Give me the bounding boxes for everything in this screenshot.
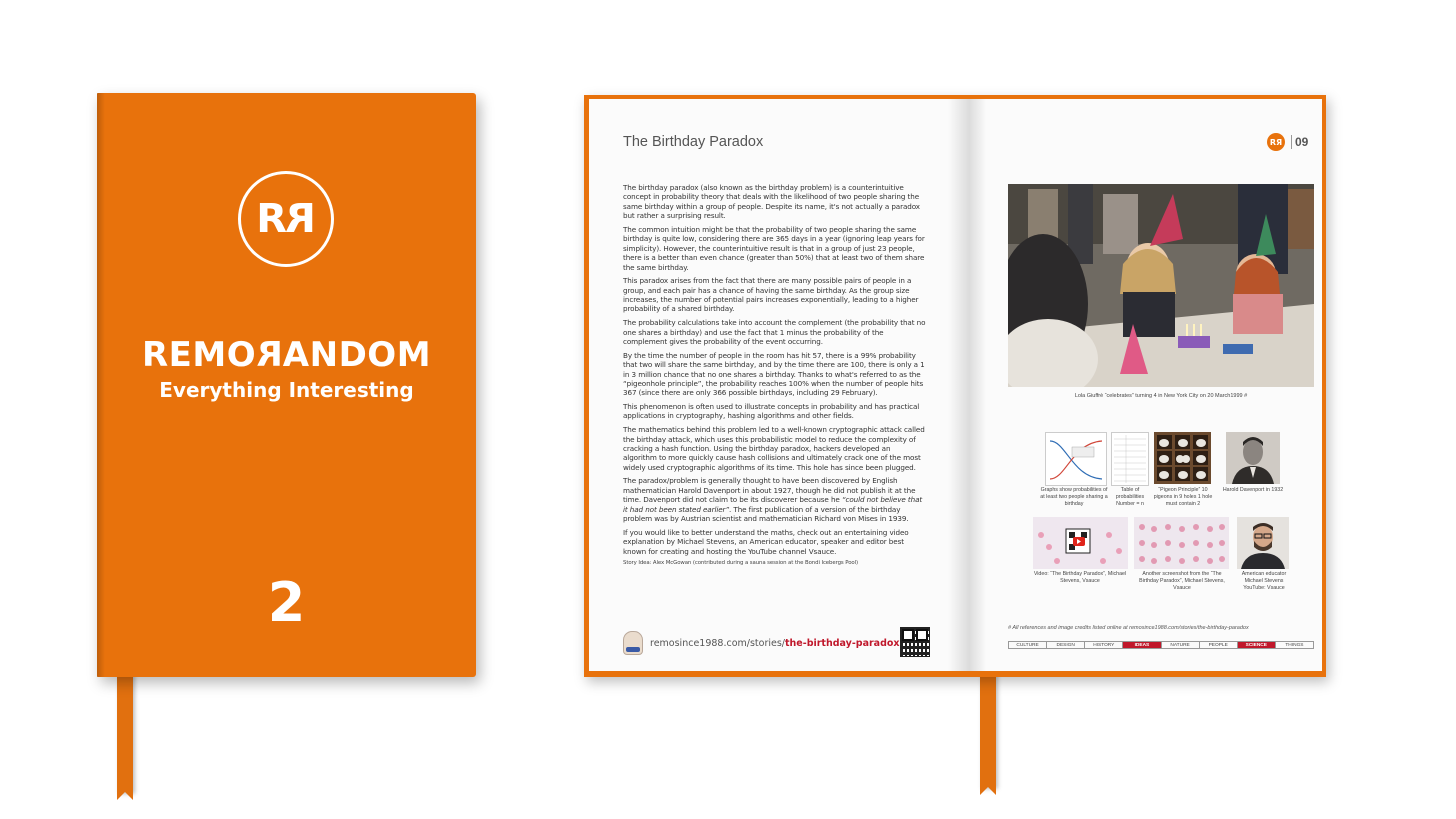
category-things: THINGS <box>1285 643 1304 648</box>
brand-logo <box>238 171 334 267</box>
cover-title: REMORANDOM <box>141 335 432 375</box>
references-note: # All references and image credits listed online at remosince1988.com/stories/the-birthday-paradox <box>1008 625 1249 631</box>
article-paragraph-davenport: The paradox/problem is generally thought to have been discovered by English mathematician Harold Davenport in about 1927, though he did not publish it at the time. Davenport did not claim to be its discoverer because he “could not believe that it had not been stated earlier”. The first publication of a version of the birthday problem was by Austrian scientist and mathematician Richard von Mises in 1939. <box>623 476 923 524</box>
article-paragraph: If you would like to better understand the maths, check out an entertaining video explanation by Michael Stevens, an American educator, speaker and editor best known for creating and hosting the YouTube channel Vsauce. <box>623 527 909 556</box>
bookmark-ribbon-open <box>980 665 996 787</box>
category-design: DESIGN <box>1047 642 1085 648</box>
divider <box>1291 135 1292 149</box>
video-screenshot-image <box>1134 517 1229 569</box>
logo-monogram: RR <box>256 196 316 242</box>
story-credit: Story Idea: Alex McGowan (contributed during a sauna session at the Bondi Icebergs Pool) <box>623 560 858 567</box>
category-culture: CULTURE <box>1009 642 1047 648</box>
photo-caption: Lola Giuffrè “celebrates” turning 4 in New York City on 20 March1999 # <box>1074 393 1248 399</box>
category-nature: NATURE <box>1162 642 1200 648</box>
mascot-icon <box>623 631 643 655</box>
category-people: PEOPLE <box>1200 642 1238 648</box>
pigeonhole-image <box>1154 432 1211 484</box>
page-gutter-shadow <box>970 99 986 671</box>
article-title: The Birthday Paradox <box>623 134 764 150</box>
birthday-photo <box>1008 184 1314 387</box>
probability-graph-image <box>1045 432 1107 486</box>
category-science: SCIENCE <box>1238 642 1276 648</box>
thumb-caption: Another screenshot from the “The Birthday Paradox”, Michael Stevens, Vsauce <box>1139 571 1225 591</box>
issue-number: 2 <box>267 571 306 634</box>
book-cover <box>97 93 476 677</box>
category-history: HISTORY <box>1085 642 1123 648</box>
right-page <box>970 99 1322 671</box>
bookmark-ribbon <box>117 660 133 792</box>
page-logo-icon: RЯ <box>1267 133 1285 151</box>
page-number: 09 <box>1295 135 1309 149</box>
thumb-caption: Table of probabilities Number = n <box>1115 487 1145 507</box>
thumb-caption: Harold Davenport in 1932 <box>1222 487 1284 493</box>
article-paragraph: The birthday paradox (also known as the birthday problem) is a counterintuitive concept in probability theory that deals with the likelihood of two people sharing the same birthday within a group of people. Despite its name, it's not actually a paradox but rather a surprising result. <box>623 183 920 221</box>
davenport-quote: “could not believe that it had not been stated earlier” <box>623 495 923 514</box>
probability-table-image <box>1111 432 1149 486</box>
article-paragraph: By the time the number of people in the room has hit 57, there is a 99% probability that two will share the same birthday, and by the time there are 100, there is only a 1 in 3 million chance that no one shares a birthday. Thanks to what's referred to as the “pigeonhole principle”, the probability reaches 100% when the number of people hits 367 (since there are only 366 possible birthdays, including 29 February). <box>623 350 925 398</box>
story-link[interactable]: remosince1988.com/stories/the-birthday-paradox <box>650 637 900 649</box>
qr-code-icon <box>900 627 930 657</box>
video-screenshot-image[interactable] <box>1033 517 1128 569</box>
article-paragraph: This phenomenon is often used to illustrate concepts in probability and has practical applications in cryptography, hashing algorithms and other fields. <box>623 402 920 421</box>
cover-subtitle: Everything Interesting <box>159 378 414 402</box>
michael-stevens-portrait <box>1237 517 1289 569</box>
category-ideas: IDEAS <box>1123 642 1161 648</box>
article-paragraph: The common intuition might be that the probability of two people sharing the same birthday is quite low, considering there are 365 days in a year (ignoring leap years for simplicity). However, the counterintuitive result is that in a group of just 23 people, there is a better than even chance (greater than 50%) that at least two of them share the same birthday. <box>623 224 925 272</box>
thumb-caption: Graphs show probabilities of at least two people sharing a birthday <box>1040 487 1108 507</box>
article-paragraph: This paradox arises from the fact that there are many possible pairs of people in a group, and each pair has a chance of having the same birthday. As the group size increases, the number of potential pairs increases exponentially, leading to a higher probability of a shared birthday. <box>623 276 919 314</box>
article-paragraph: The mathematics behind this problem led to a well-known cryptographic attack called the birthday attack, which uses this probabilistic model to reduce the complexity of cracking a hash function. Using the birthday paradox, hackers developed an algorithm to more quickly cause hash collisions and ultimately crack one of the most widely used cryptographic algorithms of its time. This hole has since been plugged. <box>623 425 925 472</box>
left-page <box>589 99 970 671</box>
thumb-caption: Video: “The Birthday Paradox”, Michael Stevens, Vsauce <box>1033 571 1127 584</box>
article-paragraph: The probability calculations take into account the complement (the probability that no one shares a birthday) and use the fact that 1 minus the probability of the complement gives the probability of the event occurring. <box>623 318 926 346</box>
category-bar <box>1008 641 1314 649</box>
thumb-caption: “Pigeon Principle” 10 pigeons in 9 holes 1 hole must contain 2 <box>1153 487 1213 507</box>
page-gutter-shadow <box>948 99 970 671</box>
thumb-caption: American educator Michael Stevens YouTube: Vsauce <box>1241 571 1287 591</box>
article-body <box>623 183 926 572</box>
harold-davenport-portrait <box>1226 432 1280 484</box>
page-footer <box>623 631 900 655</box>
